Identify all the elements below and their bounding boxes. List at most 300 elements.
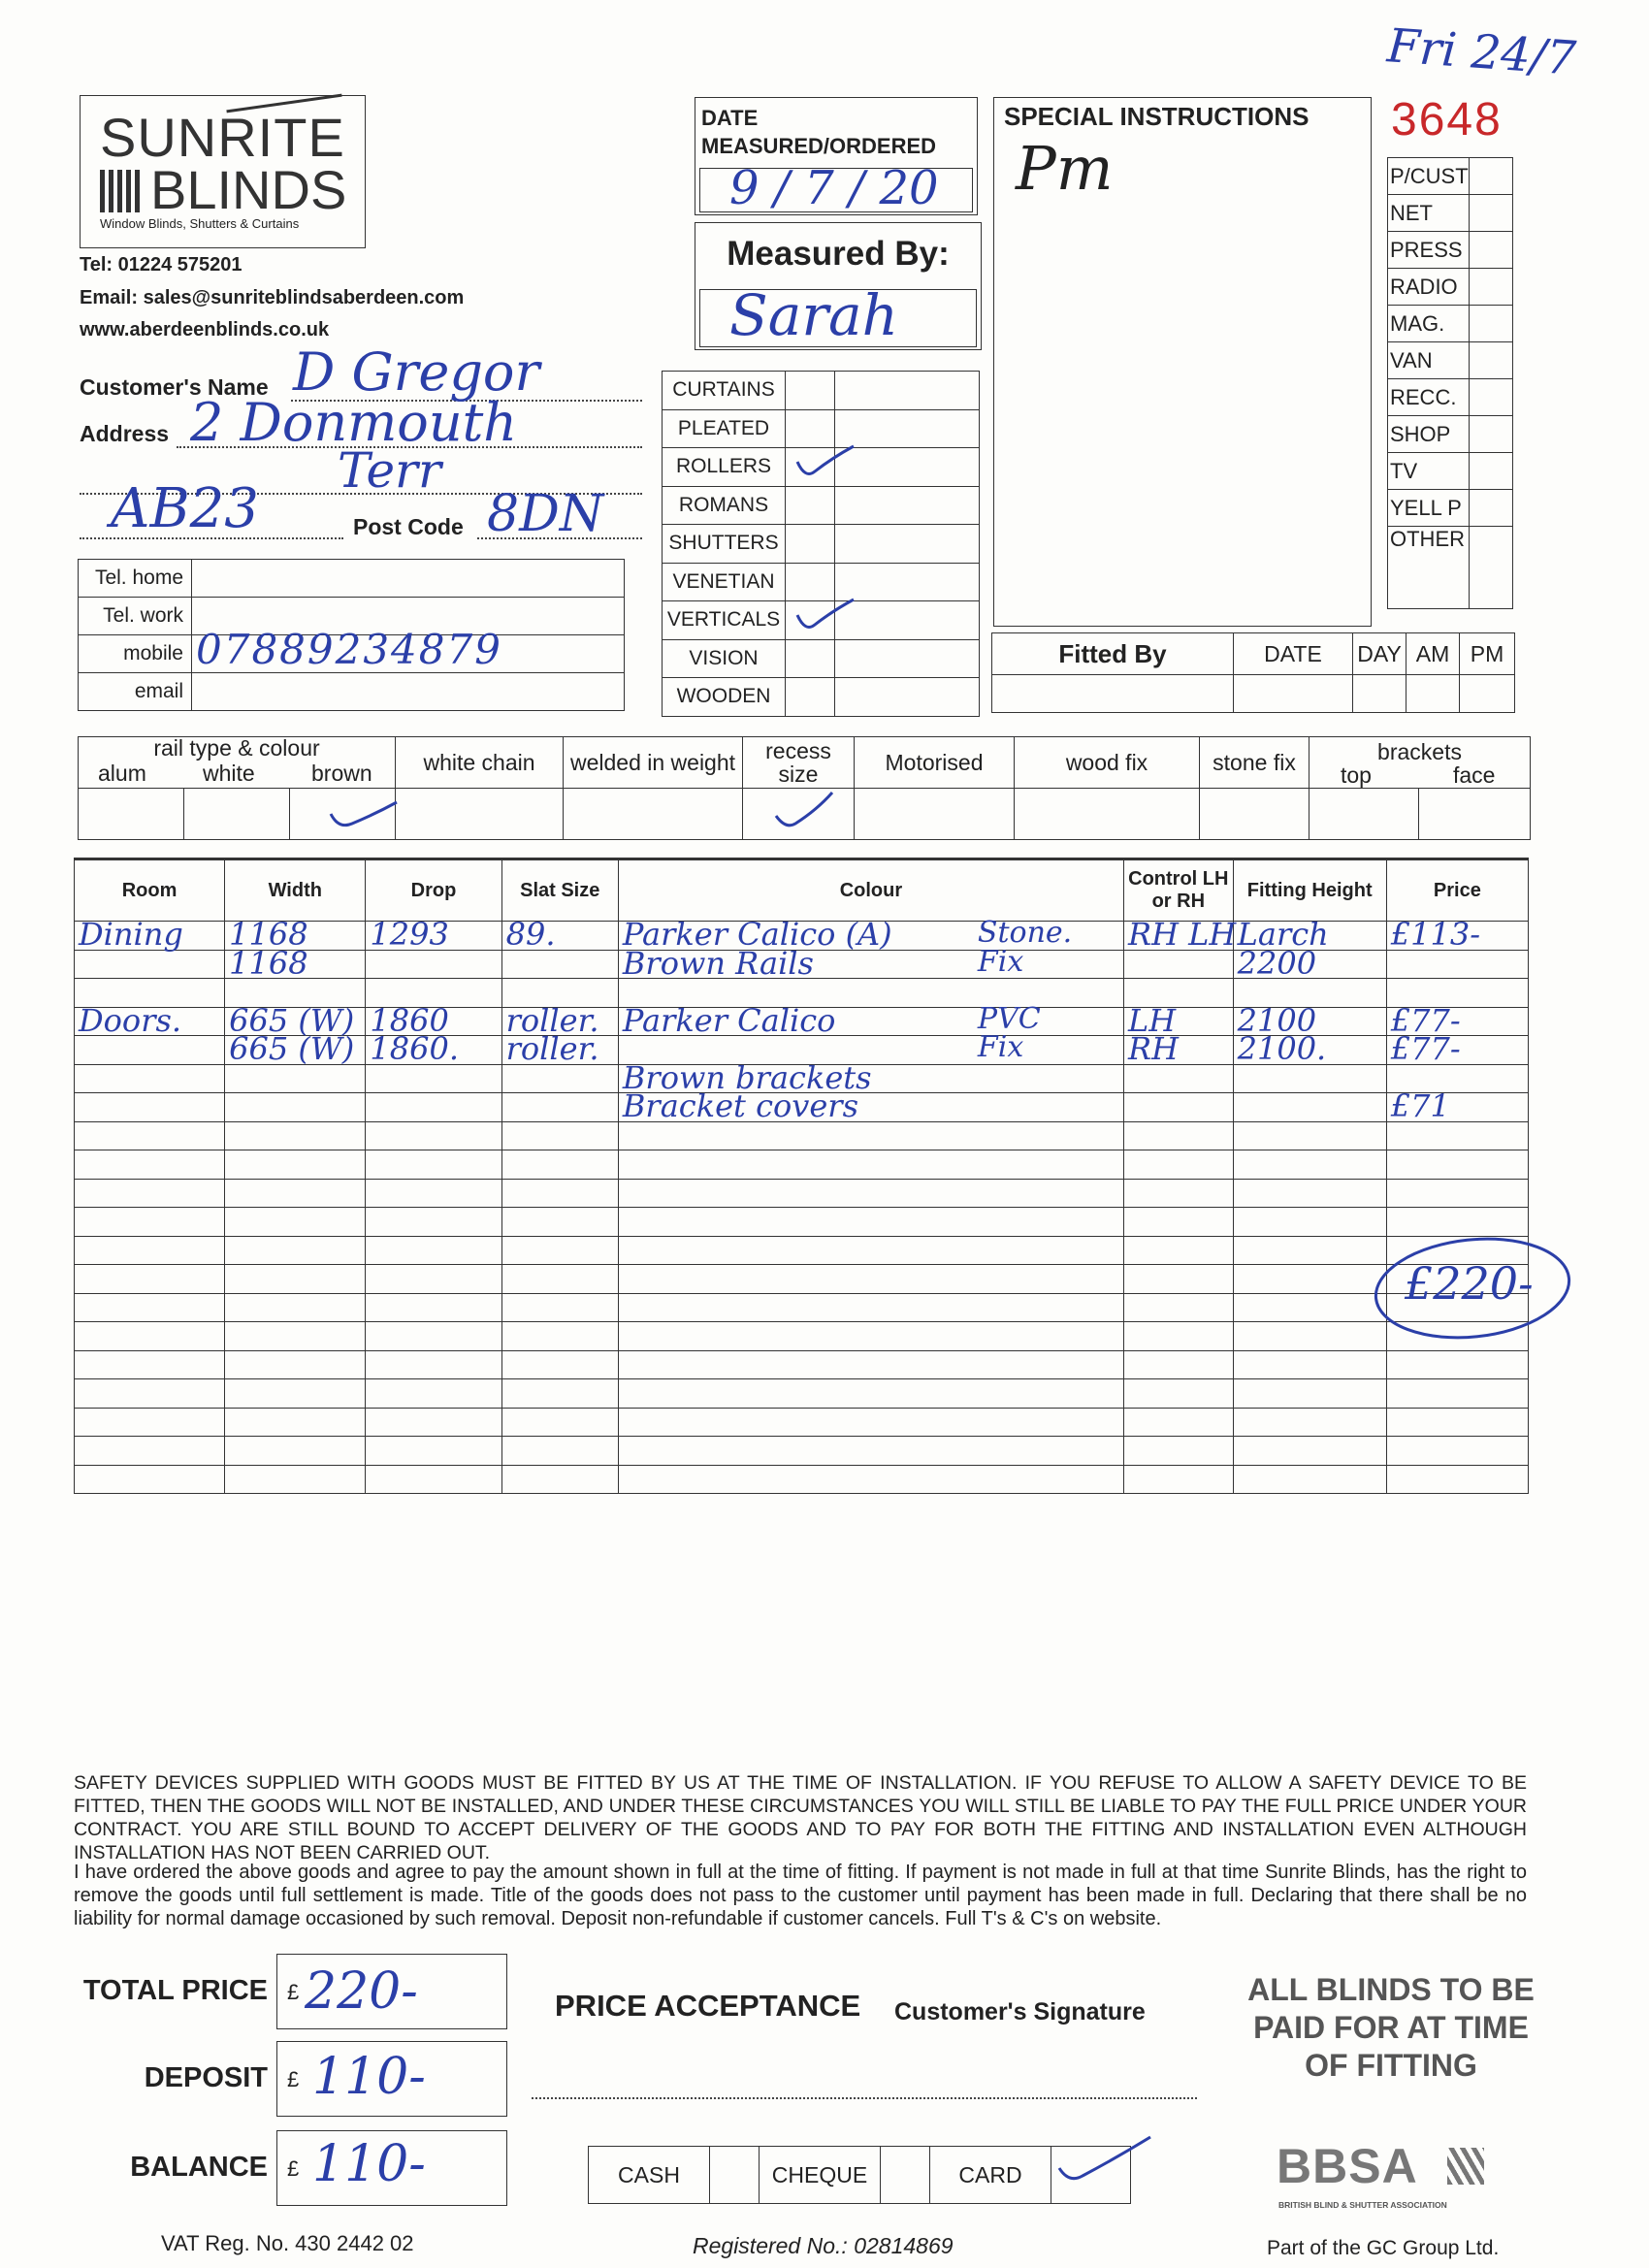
cell-room[interactable] [75, 1179, 225, 1208]
cell-slat[interactable] [501, 1208, 618, 1237]
cell-control[interactable] [1123, 1265, 1233, 1294]
deposit-label: DEPOSIT [144, 2062, 268, 2093]
cell-drop[interactable] [366, 1408, 501, 1437]
cell-width[interactable] [225, 1236, 366, 1265]
brackets-label: brackets [1377, 739, 1462, 764]
source-label: RADIO [1388, 269, 1470, 306]
cell-slat[interactable] [501, 916, 618, 953]
cell-width[interactable] [225, 1265, 366, 1294]
cell-colour-value: Parker Calico (A) [622, 916, 892, 953]
cell-drop[interactable] [366, 1293, 501, 1322]
source-label: VAN [1388, 342, 1470, 379]
cell-width[interactable] [225, 1408, 366, 1437]
cell-drop[interactable] [366, 1265, 501, 1294]
cell-width[interactable] [225, 1322, 366, 1351]
cell-price[interactable] [1386, 1465, 1528, 1494]
cell-drop[interactable] [366, 1236, 501, 1265]
cell-drop[interactable] [366, 1350, 501, 1379]
welded-weight-cell[interactable] [564, 789, 743, 840]
product-checkbox-vision[interactable] [786, 639, 835, 678]
company-tel: Tel: 01224 575201 [80, 254, 242, 275]
cell-height[interactable] [1233, 1064, 1386, 1093]
cell-control[interactable] [1123, 1465, 1233, 1494]
cell-height[interactable] [1233, 1350, 1386, 1379]
table-row [75, 1408, 1529, 1437]
product-label-verticals: VERTICALS [663, 601, 786, 640]
cell-price-value: £71 [1390, 1087, 1450, 1124]
cell-slat[interactable] [501, 1465, 618, 1494]
cell-room[interactable] [75, 1064, 225, 1093]
cell-price[interactable] [1386, 1379, 1528, 1409]
cell-room[interactable] [75, 1150, 225, 1180]
email-label: email [79, 673, 192, 711]
cell-colour[interactable] [618, 1150, 1123, 1180]
source-checkbox[interactable] [1469, 416, 1512, 453]
product-checkbox-romans[interactable] [786, 486, 835, 525]
cell-room[interactable] [75, 1036, 225, 1065]
company-logo [80, 95, 366, 248]
rail-brown-cell[interactable] [290, 789, 396, 840]
rail-type-label: rail type & colour [153, 735, 320, 761]
cell-width[interactable] [225, 1350, 366, 1379]
cell-room[interactable] [75, 1350, 225, 1379]
cell-width[interactable] [225, 1121, 366, 1150]
header-cell: Price [1386, 860, 1528, 922]
source-label: RECC. [1388, 379, 1470, 416]
table-row [75, 1293, 1529, 1322]
rail-white-cell[interactable] [184, 789, 290, 840]
source-checkbox[interactable] [1469, 342, 1512, 379]
cheque-checkbox[interactable] [881, 2147, 930, 2204]
product-type-table [662, 371, 980, 717]
cell-control[interactable] [1123, 1379, 1233, 1409]
cell-colour[interactable] [618, 1265, 1123, 1294]
rail-brown-check-icon [325, 796, 403, 835]
cell-colour[interactable] [618, 1236, 1123, 1265]
cell-drop[interactable] [366, 950, 501, 979]
cell-slat[interactable] [501, 950, 618, 979]
cell-colour-value: Parker Calico [622, 1001, 836, 1039]
source-checkbox[interactable] [1469, 379, 1512, 416]
product-row [663, 601, 980, 640]
product-row [663, 525, 980, 564]
cell-control[interactable] [1123, 1208, 1233, 1237]
table-row [75, 1265, 1529, 1294]
cell-colour[interactable] [618, 1322, 1123, 1351]
motorised-label: Motorised [855, 737, 1015, 789]
cell-slat[interactable] [501, 1121, 618, 1150]
cell-slat[interactable] [501, 1437, 618, 1466]
product-check-icon [793, 440, 861, 483]
payment-method-table [588, 2146, 1131, 2204]
cell-slat[interactable] [501, 1030, 618, 1067]
cell-control[interactable] [1123, 1030, 1233, 1067]
cell-width-value: 665 (W) [229, 1001, 355, 1039]
card-checkbox[interactable] [1051, 2147, 1131, 2204]
cell-height[interactable] [1233, 1293, 1386, 1322]
cell-width[interactable] [225, 1465, 366, 1494]
product-row [663, 448, 980, 487]
cell-height[interactable] [1233, 1150, 1386, 1180]
cell-colour-extra: PVC [977, 1001, 1041, 1036]
header-cell: Room [75, 860, 225, 922]
payment-terms: I have ordered the above goods and agree to pay the amount shown in full at the time of fitting. If payment is not made in full at that time Sunrite Blinds, has the right to remove the goods until full settlement is made. Title of the goods does not pass to the customer until payment has been made in full. Declaring that there shall be no liability for normal damage occasioned by such removal. Deposit non-refundable if customer cancels. Full T's & C's on website. [74, 1862, 1527, 1929]
cell-height-value: Larch [1237, 916, 1329, 953]
white-chain-label: white chain [396, 737, 564, 789]
cell-control-value: LH [1127, 1001, 1177, 1039]
brackets-top-cell[interactable] [1310, 789, 1419, 840]
date-measured-box [695, 97, 978, 215]
header-cell: Width [225, 860, 366, 922]
cell-control[interactable] [1123, 1179, 1233, 1208]
total-price-label: TOTAL PRICE [82, 1975, 268, 2006]
cell-price[interactable] [1386, 1179, 1528, 1208]
cell-slat[interactable] [501, 1064, 618, 1093]
cell-price[interactable] [1386, 1437, 1528, 1466]
bbsa-subtitle: BRITISH BLIND & SHUTTER ASSOCIATION [1278, 2200, 1447, 2210]
cell-room-value: Doors. [79, 1001, 182, 1039]
product-row [663, 486, 980, 525]
cell-price[interactable] [1386, 1150, 1528, 1180]
product-checkbox-verticals[interactable] [786, 601, 835, 640]
cell-colour-value: Bracket covers [622, 1087, 858, 1124]
cell-control[interactable] [1123, 950, 1233, 979]
cell-room[interactable] [75, 1379, 225, 1409]
cell-drop[interactable] [366, 1093, 501, 1122]
cell-slat[interactable] [501, 1350, 618, 1379]
cell-control[interactable] [1123, 1236, 1233, 1265]
header-cell: Fitting Height [1233, 860, 1386, 922]
table-row [75, 1322, 1529, 1351]
special-instructions-box[interactable] [993, 97, 1372, 627]
cell-price[interactable] [1386, 1087, 1528, 1124]
rail-white-label: white [203, 761, 255, 786]
wood-fix-cell[interactable] [1015, 789, 1200, 840]
product-notes-wooden[interactable] [835, 678, 980, 717]
email-field[interactable] [192, 673, 625, 711]
product-checkbox-shutters[interactable] [786, 525, 835, 564]
lead-source-table [1387, 157, 1513, 609]
cell-colour[interactable] [618, 1379, 1123, 1409]
cell-price[interactable] [1386, 916, 1528, 953]
cell-drop[interactable] [366, 1379, 501, 1409]
brackets-face-label: face [1453, 762, 1496, 788]
cell-drop[interactable] [366, 1208, 501, 1237]
recess-size-cell[interactable] [743, 789, 855, 840]
cell-colour[interactable] [618, 1293, 1123, 1322]
measured-by-field[interactable] [699, 282, 977, 348]
cell-slat[interactable] [501, 1150, 618, 1180]
cell-colour[interactable] [618, 1408, 1123, 1437]
product-label-pleated: PLEATED [663, 409, 786, 448]
cell-drop[interactable] [366, 1030, 501, 1067]
signature-line[interactable] [532, 2097, 1197, 2099]
cell-drop[interactable] [366, 1121, 501, 1150]
cell-price[interactable] [1386, 1121, 1528, 1150]
cell-price[interactable] [1386, 1350, 1528, 1379]
cell-height-value: 2100 [1237, 1001, 1317, 1039]
cell-drop[interactable] [366, 1064, 501, 1093]
fitted-pm-label: PM [1460, 633, 1515, 675]
cell-width-value: 1168 [229, 944, 308, 982]
cell-control[interactable] [1123, 1121, 1233, 1150]
cell-control[interactable] [1123, 1437, 1233, 1466]
order-number: 3648 [1391, 94, 1503, 146]
table-row [75, 1179, 1529, 1208]
postcode-prefix-rule [80, 537, 343, 539]
cell-height[interactable] [1233, 1437, 1386, 1466]
company-website: www.aberdeenblinds.co.uk [80, 319, 330, 340]
product-check-icon [793, 594, 861, 636]
cell-price-value: £77- [1390, 1001, 1461, 1039]
cell-room[interactable] [75, 1408, 225, 1437]
cell-room[interactable] [75, 1236, 225, 1265]
source-label: YELL P [1388, 490, 1470, 527]
fitted-pm-field[interactable] [1460, 675, 1515, 713]
cell-width[interactable] [225, 1208, 366, 1237]
cell-room[interactable] [75, 1322, 225, 1351]
cell-width[interactable] [225, 1179, 366, 1208]
mobile-label: mobile [79, 635, 192, 673]
cell-width[interactable] [225, 1030, 366, 1067]
cell-drop[interactable] [366, 1322, 501, 1351]
cell-height[interactable] [1233, 1379, 1386, 1409]
cell-price[interactable] [1386, 1030, 1528, 1067]
cell-colour[interactable] [618, 1087, 1123, 1124]
brackets-top-label: top [1341, 762, 1372, 788]
cell-drop[interactable] [366, 1465, 501, 1494]
source-checkbox[interactable] [1469, 158, 1512, 195]
source-label: PRESS [1388, 232, 1470, 269]
cell-control[interactable] [1123, 1150, 1233, 1180]
cell-drop[interactable] [366, 1150, 501, 1180]
source-checkbox[interactable] [1469, 195, 1512, 232]
cell-price[interactable] [1386, 1408, 1528, 1437]
fitted-date-label: DATE [1234, 633, 1353, 675]
tel-home-field[interactable] [192, 560, 625, 598]
cell-height[interactable] [1233, 1236, 1386, 1265]
group-note: Part of the GC Group Ltd. [1267, 2237, 1500, 2259]
cell-slat[interactable] [501, 1293, 618, 1322]
source-checkbox[interactable] [1469, 269, 1512, 306]
cell-room[interactable] [75, 1001, 225, 1039]
cell-width[interactable] [225, 1150, 366, 1180]
product-notes-curtains[interactable] [835, 372, 980, 410]
source-label: OTHER [1388, 527, 1470, 609]
cash-checkbox[interactable] [710, 2147, 760, 2204]
cell-width[interactable] [225, 1093, 366, 1122]
cell-slat[interactable] [501, 1236, 618, 1265]
source-row [1388, 306, 1513, 342]
logo-tagline: Window Blinds, Shutters & Curtains [100, 216, 300, 231]
fitted-date-field[interactable] [1234, 675, 1353, 713]
price-acceptance-label: PRICE ACCEPTANCE [555, 1989, 861, 2023]
registered-number: Registered No.: 02814869 [693, 2233, 954, 2258]
product-label-rollers: ROLLERS [663, 448, 786, 487]
cell-height[interactable] [1233, 1265, 1386, 1294]
product-row [663, 639, 980, 678]
order-header-row [75, 860, 1529, 922]
bbsa-logo [1277, 2139, 1509, 2214]
total-pound-sign: £ [287, 1980, 300, 2004]
cell-control[interactable] [1123, 1408, 1233, 1437]
cell-room[interactable] [75, 950, 225, 979]
cell-control[interactable] [1123, 1293, 1233, 1322]
cell-room[interactable] [75, 1437, 225, 1466]
cell-height[interactable] [1233, 1408, 1386, 1437]
date-field[interactable] [699, 161, 973, 215]
cell-room[interactable] [75, 1265, 225, 1294]
rail-alum-cell[interactable] [79, 789, 184, 840]
cell-width[interactable] [225, 1437, 366, 1466]
product-checkbox-wooden[interactable] [786, 678, 835, 717]
date-value: 9 / 7 / 20 [729, 161, 939, 215]
cell-height[interactable] [1233, 1322, 1386, 1351]
cell-slat[interactable] [501, 1322, 618, 1351]
cell-colour[interactable] [618, 1350, 1123, 1379]
deposit-field[interactable] [276, 2041, 507, 2117]
source-label: P/CUST [1388, 158, 1470, 195]
cell-room[interactable] [75, 1293, 225, 1322]
cell-control[interactable] [1123, 916, 1237, 953]
fitted-day-label: DAY [1353, 633, 1406, 675]
cell-room[interactable] [75, 1465, 225, 1494]
cell-height[interactable] [1233, 1208, 1386, 1237]
safety-notice: SAFETY DEVICES SUPPLIED WITH GOODS MUST BE FITTED BY US AT THE TIME OF INSTALLATION. IF YOU REFUSE TO ALLOW A SAFETY DEVICE TO BE FITTED, THEN THE GOODS WILL NOT BE INSTALLED, AND UNDER THESE CIRCUMSTANCES YOU WILL STILL BE LIABLE TO PAY THE FULL PRICE UNDER YOUR CONTRACT. YOU ARE STILL BOUND TO ACCEPT DELIVERY OF THE GOODS AND TO PAY FOR BOTH THE FITTING AND INSTALLATION EVEN ALTHOUGH INSTALLATION HAS NOT BEEN CARRIED OUT. [74, 1772, 1527, 1863]
mobile-field[interactable] [192, 626, 625, 673]
product-notes-shutters[interactable] [835, 525, 980, 564]
address-line2: Terr [338, 442, 441, 499]
cell-room[interactable] [75, 1093, 225, 1122]
contact-fields-table [78, 559, 625, 711]
cell-width[interactable] [225, 944, 366, 982]
top-handwritten-note: Fri 24/7 [1385, 18, 1578, 86]
cell-colour[interactable] [618, 1208, 1123, 1237]
postcode-label: Post Code [353, 514, 464, 539]
cell-colour[interactable] [618, 944, 1123, 982]
fitted-by-field[interactable] [992, 675, 1234, 713]
cheque-label: CHEQUE [760, 2147, 881, 2204]
total-price-field[interactable] [276, 1954, 507, 2029]
deposit-pound-sign: £ [287, 2067, 300, 2091]
cell-drop-value: 1860 [370, 1001, 449, 1039]
product-row [663, 678, 980, 717]
cell-colour[interactable] [618, 1465, 1123, 1494]
cell-control-value: RH LH [1127, 916, 1237, 953]
product-checkbox-rollers[interactable] [786, 448, 835, 487]
cell-width[interactable] [225, 1293, 366, 1322]
source-label: TV [1388, 453, 1470, 490]
fitted-am-field[interactable] [1406, 675, 1460, 713]
cell-colour[interactable] [618, 1121, 1123, 1150]
cell-colour-extra: Fix [977, 944, 1024, 979]
cell-control[interactable] [1123, 1093, 1233, 1122]
source-checkbox[interactable] [1469, 453, 1512, 490]
brackets-face-cell[interactable] [1419, 789, 1531, 840]
cell-slat[interactable] [501, 1265, 618, 1294]
source-row [1388, 527, 1513, 609]
product-label-venetian: VENETIAN [663, 563, 786, 601]
cell-control[interactable] [1123, 1322, 1233, 1351]
cell-width-value: 1168 [229, 916, 308, 953]
cell-slat[interactable] [501, 1408, 618, 1437]
tel-work-label: Tel. work [79, 598, 192, 635]
cell-colour[interactable] [618, 1437, 1123, 1466]
stone-fix-label: stone fix [1200, 737, 1310, 789]
cell-height[interactable] [1233, 1121, 1386, 1150]
cell-drop[interactable] [366, 1437, 501, 1466]
special-instructions-label: SPECIAL INSTRUCTIONS [1004, 102, 1310, 131]
source-row [1388, 453, 1513, 490]
source-checkbox[interactable] [1469, 306, 1512, 342]
balance-value: 110- [312, 2135, 426, 2193]
cell-control[interactable] [1123, 1064, 1233, 1093]
mobile-value: 07889234879 [196, 626, 502, 673]
rail-options-table [78, 736, 1531, 840]
source-row [1388, 195, 1513, 232]
signature-label: Customer's Signature [894, 1998, 1146, 2025]
cell-slat[interactable] [501, 1179, 618, 1208]
cell-height[interactable] [1233, 944, 1386, 982]
source-other-field[interactable] [1469, 527, 1512, 609]
cell-width[interactable] [225, 1379, 366, 1409]
logo-line2: BLINDS [150, 159, 347, 220]
white-chain-cell[interactable] [396, 789, 564, 840]
header-cell: Control LH or RH [1123, 860, 1233, 922]
cell-control[interactable] [1123, 1350, 1233, 1379]
cell-room[interactable] [75, 1208, 225, 1237]
card-check-icon [1053, 2133, 1160, 2191]
rail-brown-label: brown [311, 761, 372, 786]
cell-height-value: 2100. [1237, 1030, 1327, 1067]
cell-colour-value: Brown brackets [622, 1058, 872, 1096]
cell-height[interactable] [1233, 1179, 1386, 1208]
rail-type-header [79, 737, 396, 789]
special-instructions-value: Pm [1016, 133, 1114, 204]
cell-slat[interactable] [501, 1093, 618, 1122]
table-row [75, 1350, 1529, 1379]
cell-height[interactable] [1233, 1465, 1386, 1494]
cell-slat[interactable] [501, 1379, 618, 1409]
table-row [75, 1465, 1529, 1494]
bbsa-text: BBSA [1277, 2139, 1418, 2193]
table-row [75, 1379, 1529, 1409]
cell-room[interactable] [75, 916, 225, 953]
cell-colour[interactable] [618, 1179, 1123, 1208]
balance-pound-sign: £ [287, 2156, 300, 2181]
source-checkbox[interactable] [1469, 490, 1512, 527]
wood-fix-label: wood fix [1015, 737, 1200, 789]
cell-colour[interactable] [618, 1001, 1123, 1039]
customer-name-label: Customer's Name [80, 374, 269, 400]
cell-height[interactable] [1233, 1093, 1386, 1122]
fitted-day-field[interactable] [1353, 675, 1406, 713]
cell-height[interactable] [1233, 1030, 1386, 1067]
stone-fix-cell[interactable] [1200, 789, 1310, 840]
postcode-prefix: AB23 [111, 477, 259, 540]
motorised-cell[interactable] [855, 789, 1015, 840]
product-checkbox-curtains[interactable] [786, 372, 835, 410]
product-notes-romans[interactable] [835, 486, 980, 525]
balance-field[interactable] [276, 2130, 507, 2206]
product-notes-vision[interactable] [835, 639, 980, 678]
cell-width[interactable] [225, 1064, 366, 1093]
cell-price[interactable] [1386, 950, 1528, 979]
cell-drop[interactable] [366, 916, 501, 953]
cell-drop[interactable] [366, 1179, 501, 1208]
cell-room[interactable] [75, 1121, 225, 1150]
source-checkbox[interactable] [1469, 232, 1512, 269]
